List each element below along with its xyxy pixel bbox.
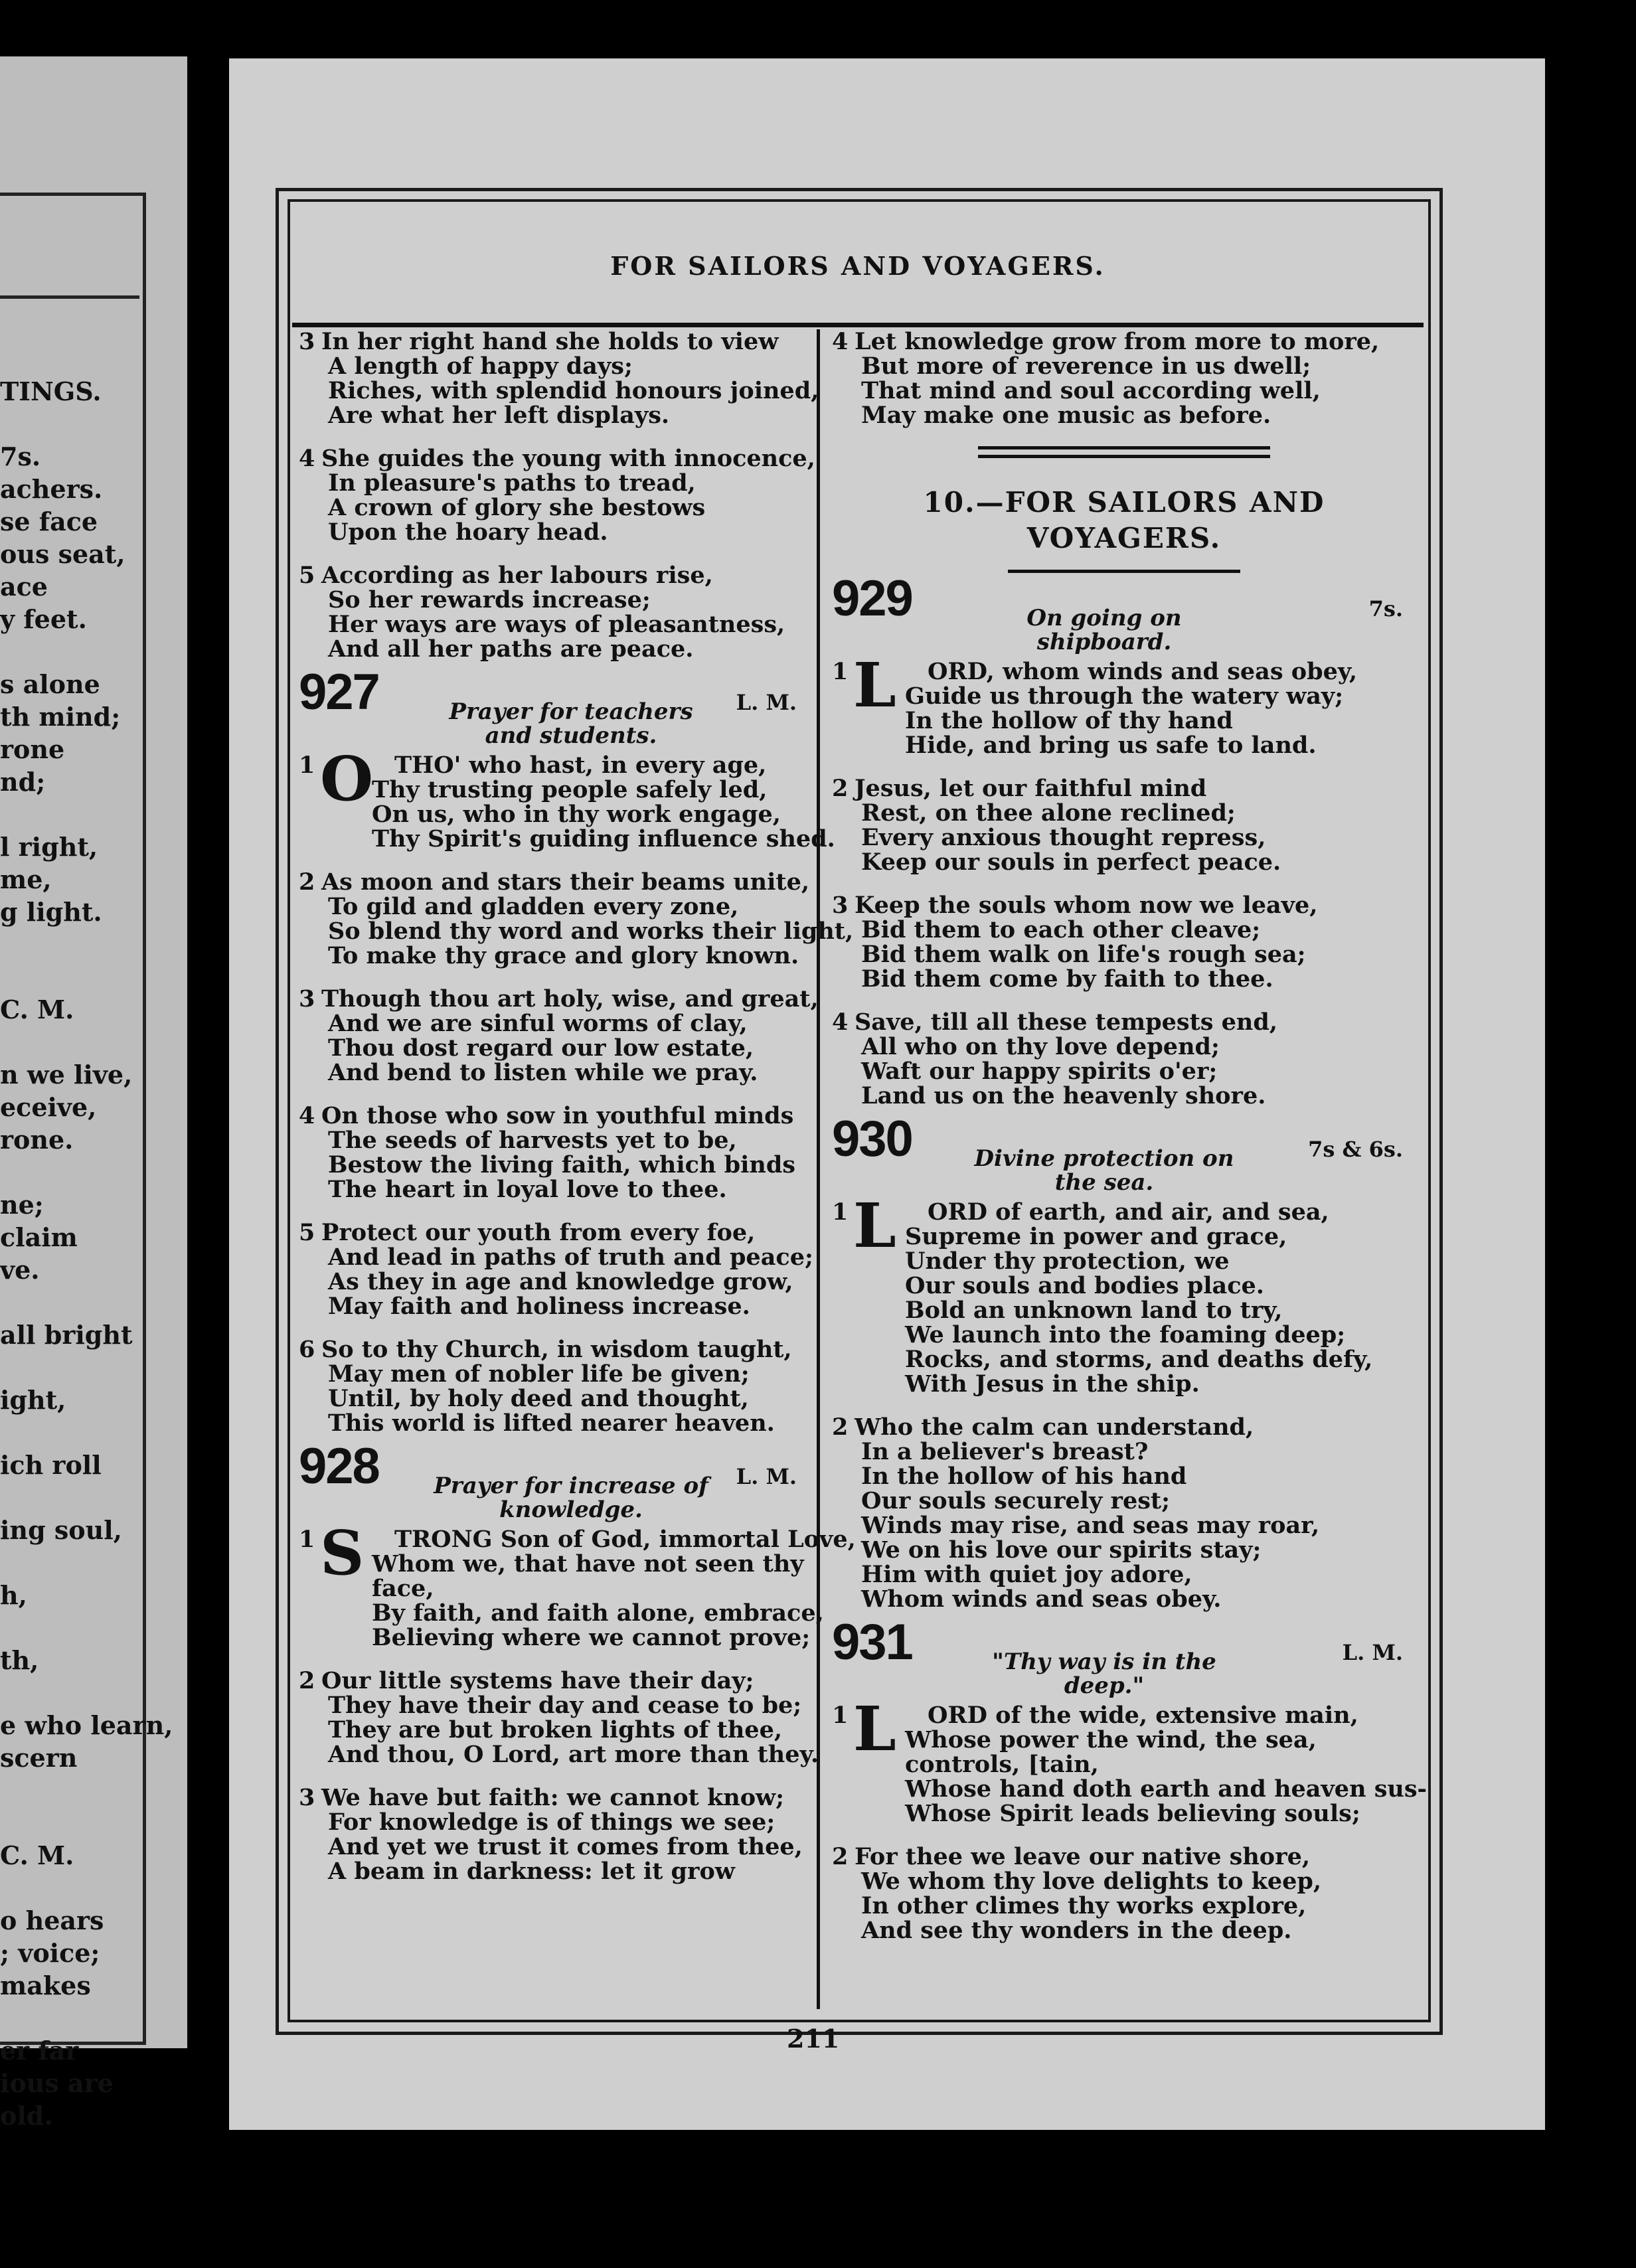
hymn — [832, 570, 1416, 1109]
hymn-title: Prayer for teachers and students. — [449, 698, 693, 749]
stanza-line: So her rewards increase; — [328, 586, 651, 613]
stanza-line: Are what her left displays. — [328, 402, 670, 429]
stanza-line: In pleasure's paths to tread, — [328, 469, 696, 497]
line-text: THO' who hast, in every age, — [394, 752, 767, 779]
header-rule — [292, 323, 1424, 327]
stanza-line: Bid them come by faith to thee. — [861, 965, 1273, 993]
stanza-number: 3 — [299, 328, 315, 355]
stanza-line: And see thy wonders in the deep. — [861, 1917, 1292, 1944]
stanza-line: Thy Spirit's guiding influence shed. — [372, 825, 835, 852]
stanza-line: And we are sinful worms of clay, — [328, 1010, 748, 1037]
stanza-number: 4 — [299, 445, 315, 472]
stanza — [832, 776, 1416, 874]
hymn-title: "Thy way is in the deep." — [992, 1649, 1216, 1699]
stanza-line: The seeds of harvests yet to be, — [328, 1127, 737, 1154]
stanza-line: This world is lifted nearer heaven. — [328, 1410, 775, 1437]
line-text: ORD, whom winds and seas obey, — [928, 658, 1358, 685]
stanza — [299, 328, 819, 429]
stanza-line: The heart in loyal love to thee. — [328, 1176, 727, 1203]
stanza-line: All who on thy love depend; — [861, 1033, 1220, 1060]
stanza-line: Rocks, and storms, and deaths defy, — [905, 1346, 1373, 1373]
stanza-line: Thou dost regard our low estate, — [328, 1034, 754, 1062]
stanza-number: 1 — [832, 1198, 849, 1226]
running-header: FOR SAILORS AND VOYAGERS. — [610, 251, 1105, 281]
hymn-title: Divine protection on the sea. — [974, 1145, 1234, 1196]
stanza-line: So blend thy word and works their light, — [328, 918, 854, 945]
drop-cap: L — [853, 649, 896, 721]
line-text: ORD of the wide, extensive main, — [928, 1702, 1358, 1729]
stanza-line: Rest, on thee alone reclined; — [861, 799, 1236, 827]
stanza-first-line: 4 On those who sow in youthful minds — [299, 1102, 794, 1129]
stanza-first-line: 2 Our little systems have their day; — [299, 1667, 754, 1694]
stanza-line: In the hollow of his hand — [861, 1463, 1187, 1490]
stanza-number: 1 — [832, 658, 849, 685]
stanza-line: Waft our happy spirits o'er; — [861, 1058, 1218, 1085]
stanza-line: But more of reverence in us dwell; — [861, 353, 1311, 380]
stanza-line: And bend to listen while we pray. — [328, 1059, 758, 1086]
hymn — [832, 1614, 1428, 1944]
stanza-number: 5 — [299, 1219, 315, 1246]
stanza-line: For knowledge is of things we see; — [328, 1809, 776, 1836]
stanza-first-line: 2 As moon and stars their beams unite, — [299, 868, 810, 896]
hymn-heading — [299, 664, 810, 753]
stanza-line: Supreme in power and grace, — [905, 1223, 1287, 1250]
stanza-number: 2 — [832, 775, 849, 802]
stanza-line: They are but broken lights of thee, — [328, 1716, 783, 1743]
stanza-line: Bid them walk on life's rough sea; — [861, 941, 1306, 968]
stanza-line: Until, by holy deed and thought, — [328, 1385, 749, 1412]
stanza-line: They have their day and cease to be; — [328, 1692, 802, 1719]
stanza-line: In other climes thy works explore, — [861, 1892, 1307, 1919]
stanza — [299, 563, 810, 661]
stanza-line: We launch into the foaming deep; — [905, 1321, 1346, 1348]
stanza — [299, 868, 854, 969]
stanza-first-line: 2 For thee we leave our native shore, — [832, 1843, 1311, 1870]
hymnal-page — [229, 58, 1545, 2130]
stanza-line: May make one music as before. — [861, 402, 1271, 429]
stanza-line: Bid them to each other cleave; — [861, 916, 1261, 943]
stanza-number: 4 — [299, 1102, 315, 1129]
stanza-line: Winds may rise, and seas may roar, — [861, 1512, 1320, 1539]
right-column — [832, 328, 1428, 1961]
hymn-meter: L. M. — [1342, 1640, 1403, 1665]
stanza-number: 5 — [299, 562, 315, 589]
stanza-line: Whose hand doth earth and heaven sus- — [905, 1775, 1428, 1803]
stanza-line: Him with quiet joy adore, — [861, 1561, 1192, 1588]
stanza-line: May men of nobler life be given; — [328, 1360, 750, 1388]
stanza-first-line: 3 Though thou art holy, wise, and great, — [299, 985, 819, 1012]
stanza-first-line: 4 Save, till all these tempests end, — [832, 1009, 1278, 1036]
page-number: 211 — [787, 2024, 840, 2054]
stanza — [832, 1844, 1416, 1943]
hymn-heading — [832, 1111, 1416, 1200]
drop-cap: L — [853, 1190, 896, 1261]
hymn-heading — [832, 570, 1416, 659]
stanza — [299, 445, 815, 546]
stanza-line: A beam in darkness: let it grow — [328, 1858, 735, 1885]
stanza-first-line: 6 So to thy Church, in wisdom taught, — [299, 1336, 792, 1363]
stanza — [299, 1667, 819, 1768]
hymn-number: 930 — [832, 1111, 912, 1167]
stanza-line: Whose power the wind, the sea, — [905, 1726, 1317, 1753]
stanza-line: Whom we, that have not seen thy — [372, 1550, 804, 1578]
stanza-line: A crown of glory she bestows — [328, 494, 706, 521]
stanza-first-line: 4 Let knowledge grow from more to more, — [832, 328, 1380, 355]
stanza-number: 1 — [299, 1526, 315, 1553]
stanza-number: 2 — [299, 868, 315, 896]
stanza — [299, 1219, 813, 1320]
stanza-line: To make thy grace and glory known. — [328, 942, 799, 969]
stanza — [832, 329, 1416, 428]
stanza-line: Upon the hoary head. — [328, 519, 608, 546]
stanza-number: 2 — [832, 1843, 849, 1870]
stanza-number: 1 — [299, 752, 315, 779]
stanza-line: Bold an unknown land to try, — [905, 1297, 1283, 1324]
stanza-line: May faith and holiness increase. — [328, 1293, 750, 1320]
stanza-number: 3 — [832, 892, 849, 919]
section-title — [832, 485, 1416, 556]
stanza — [299, 1103, 810, 1202]
hymn-heading — [832, 1614, 1416, 1703]
stanza-line: Keep our souls in perfect peace. — [861, 849, 1281, 876]
hymn-number: 927 — [299, 664, 379, 720]
stanza-line: In a believer's breast? — [861, 1438, 1149, 1465]
stanza-line: To gild and gladden every zone, — [328, 893, 739, 920]
stanza-number: 3 — [299, 1784, 315, 1811]
stanza-number: 3 — [299, 985, 315, 1012]
stanza — [832, 893, 1416, 991]
stanza — [832, 1415, 1416, 1611]
stanza — [299, 1785, 810, 1884]
hymn — [299, 1438, 856, 1885]
stanza-line: We on his love our spirits stay; — [861, 1536, 1262, 1564]
stanza-line: Riches, with splendid honours joined, — [328, 377, 819, 404]
stanza-line: Our souls and bodies place. — [905, 1272, 1264, 1299]
line-text: ORD of earth, and air, and sea, — [928, 1198, 1329, 1226]
stanza-line: Bestow the living faith, which binds — [328, 1151, 795, 1178]
section-title-line: 10.—FOR SAILORS AND — [923, 486, 1325, 519]
stanza-line: Hide, and bring us safe to land. — [905, 732, 1317, 759]
stanza-line: In the hollow of thy hand — [905, 707, 1233, 734]
hymn-heading — [299, 1438, 810, 1527]
hymn-meter: L. M. — [736, 690, 797, 715]
stanza-line: Whose Spirit leads believing souls; — [905, 1800, 1360, 1827]
stanza-line: Her ways are ways of pleasantness, — [328, 611, 785, 638]
stanza-first-line: 5 According as her labours rise, — [299, 562, 713, 589]
section-rule — [1008, 570, 1240, 573]
stanza-line: Believing where we cannot prove; — [372, 1624, 811, 1651]
stanza-line: Our souls securely rest; — [861, 1487, 1170, 1514]
stanza-first-line: 2 Jesus, let our faithful mind — [832, 775, 1207, 802]
double-rule — [978, 455, 1270, 458]
stanza-line: That mind and soul according well, — [861, 377, 1321, 404]
stanza-line: And all her paths are peace. — [328, 635, 694, 663]
stanza-line: And thou, O Lord, art more than they. — [328, 1741, 819, 1768]
hymn-title: On going on shipboard. — [1026, 605, 1182, 655]
previous-page-text: TINGS. 7s. achers. se face ous seat, ace y feet. s alone th mind; rone nd; l right, me, g light. C. M. n we live, eceive, rone. ne; claim ve. all bright ight, ich roll ing soul, h, th, e who learn, scern C. M. o hears ; voice; makes er far ious are old. — [0, 376, 173, 2131]
double-rule — [978, 446, 1270, 449]
drop-cap: S — [320, 1517, 365, 1589]
hymn — [832, 1111, 1416, 1613]
stanza-line: We whom thy love delights to keep, — [861, 1868, 1322, 1895]
stanza-number: 6 — [299, 1336, 315, 1363]
stanza-line: Every anxious thought repress, — [861, 824, 1266, 851]
drop-cap: O — [320, 743, 374, 815]
stanza-line: By faith, and faith alone, embrace, — [372, 1599, 824, 1627]
stanza-first-line: 3 We have but faith: we cannot know; — [299, 1784, 785, 1811]
stanza-line: On us, who in thy work engage, — [372, 801, 781, 828]
stanza-line: As they in age and knowledge grow, — [328, 1268, 793, 1295]
stanza-line: And yet we trust it comes from thee, — [328, 1833, 803, 1860]
stanza — [299, 1337, 810, 1435]
stanza-number: 4 — [832, 328, 849, 355]
stanza — [832, 649, 1416, 759]
stanza-line: Thy trusting people safely led, — [372, 776, 768, 803]
hymn-meter: L. M. — [736, 1464, 797, 1489]
stanza-first-line: 5 Protect our youth from every foe, — [299, 1219, 756, 1246]
previous-page-fragment — [0, 56, 187, 2131]
stanza-number: 1 — [832, 1702, 849, 1729]
hymn-title: Prayer for increase of knowledge. — [434, 1473, 708, 1523]
stanza-line: face, — [372, 1575, 434, 1602]
stanza — [299, 743, 835, 852]
drop-cap: L — [853, 1693, 896, 1765]
hymn — [299, 664, 854, 1437]
stanza-first-line: 3 Keep the souls whom now we leave, — [832, 892, 1318, 919]
stanza-line: And lead in paths of truth and peace; — [328, 1244, 813, 1271]
previous-page-header-rule — [0, 295, 139, 299]
stanza-line: Guide us through the watery way; — [905, 683, 1344, 710]
stanza-line: A length of happy days; — [328, 353, 633, 380]
line-text: TRONG Son of God, immortal Love, — [394, 1526, 856, 1553]
stanza-line: With Jesus in the ship. — [905, 1370, 1200, 1398]
stanza — [299, 1517, 856, 1651]
stanza-first-line: 2 Who the calm can understand, — [832, 1414, 1254, 1441]
left-column — [299, 328, 856, 1902]
stanza — [832, 1010, 1416, 1108]
hymn-meter: 7s & 6s. — [1308, 1137, 1403, 1162]
hymn-number: 931 — [832, 1614, 912, 1670]
stanza-line: Under thy protection, we — [905, 1248, 1230, 1275]
stanza-line: Land us on the heavenly shore. — [861, 1082, 1266, 1109]
stanza-number: 2 — [832, 1414, 849, 1441]
hymn-number: 928 — [299, 1438, 379, 1495]
stanza-number: 2 — [299, 1667, 315, 1694]
hymn-number: 929 — [832, 570, 912, 627]
section-title-line: VOYAGERS. — [1026, 522, 1222, 554]
stanza-line: controls, [tain, — [905, 1751, 1099, 1778]
hymn-meter: 7s. — [1368, 596, 1403, 621]
stanza-number: 4 — [832, 1009, 849, 1036]
stanza — [832, 1693, 1428, 1827]
stanza-line: Whom winds and seas obey. — [861, 1585, 1222, 1613]
stanza — [832, 1190, 1416, 1398]
stanza — [299, 985, 819, 1086]
stanza-first-line: 4 She guides the young with innocence, — [299, 445, 815, 472]
stanza-first-line: 3 In her right hand she holds to view — [299, 328, 779, 355]
